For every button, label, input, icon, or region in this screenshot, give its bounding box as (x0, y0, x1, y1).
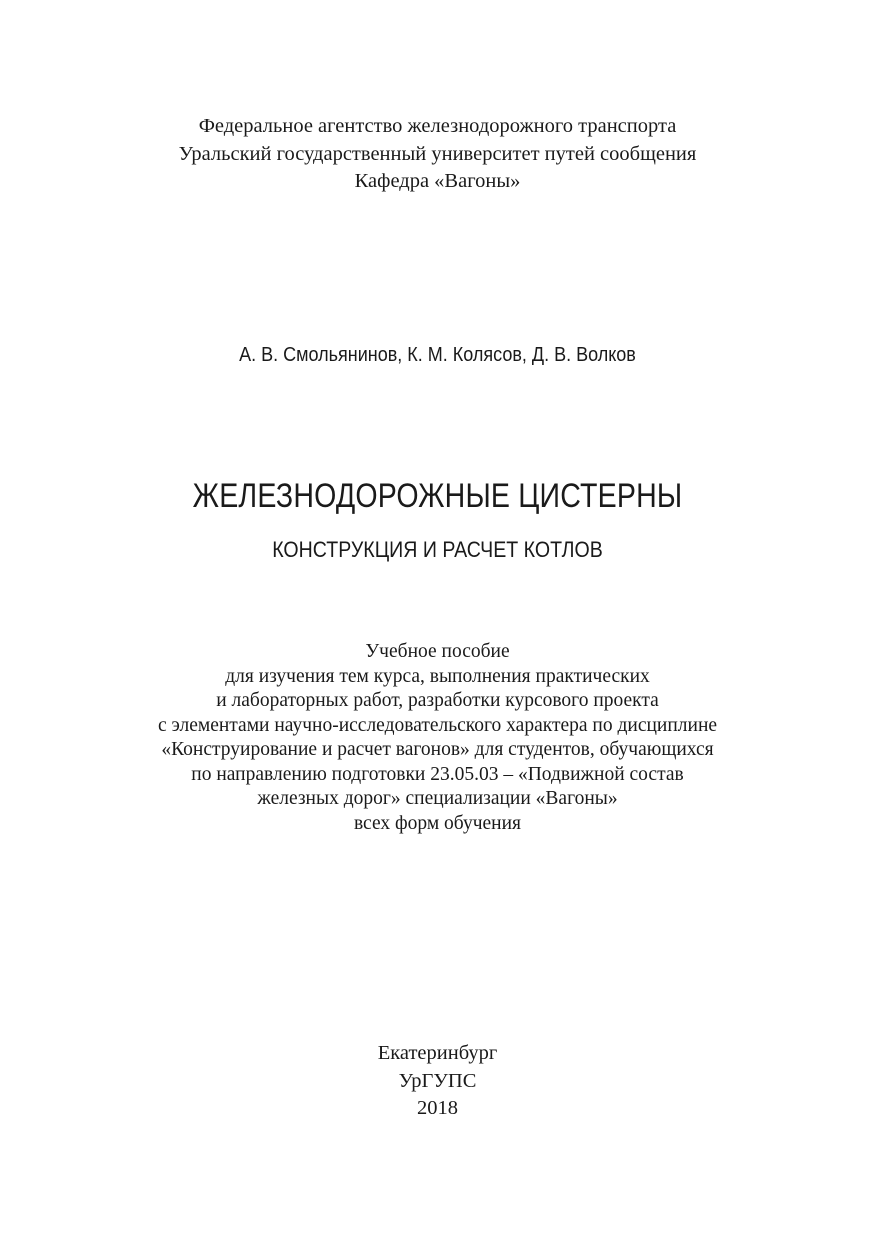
description-line: с элементами научно-исследовательского характера по дисциплине (157, 714, 718, 736)
institution-line-department: Кафедра «Вагоны» (354, 170, 521, 192)
book-subtitle: КОНСТРУКЦИЯ И РАСЧЕТ КОТЛОВ (272, 537, 603, 562)
imprint-year: 2018 (417, 1097, 458, 1119)
description-line: для изучения тем курса, выполнения практических (225, 665, 650, 687)
description-line: и лабораторных работ, разработки курсового проекта (216, 690, 659, 711)
description-line: Учебное пособие (365, 641, 510, 662)
description-line: железных дорог» специализации «Вагоны» (257, 788, 618, 809)
book-title: ЖЕЛЕЗНОДОРОЖНЫЕ ЦИСТЕРНЫ (192, 477, 683, 515)
imprint-publisher: УрГУПС (398, 1069, 477, 1092)
institution-line-agency: Федеральное агентство железнодорожного транспорта (198, 115, 677, 137)
authors: А. В. Смольянинов, К. М. Колясов, Д. В. Волков (239, 344, 636, 366)
institution-header (0, 113, 875, 196)
description-line: по направлению подготовки 23.05.03 – «Подвижной состав (191, 763, 684, 785)
description-line: всех форм обучения (353, 812, 522, 834)
institution-line-university: Уральский государственный университет путей сообщения (178, 142, 697, 165)
imprint (0, 1040, 875, 1123)
description-line: «Конструирование и расчет вагонов» для студентов, обучающихся (161, 739, 714, 760)
imprint-city: Екатеринбург (377, 1042, 498, 1064)
book-description (0, 640, 875, 836)
